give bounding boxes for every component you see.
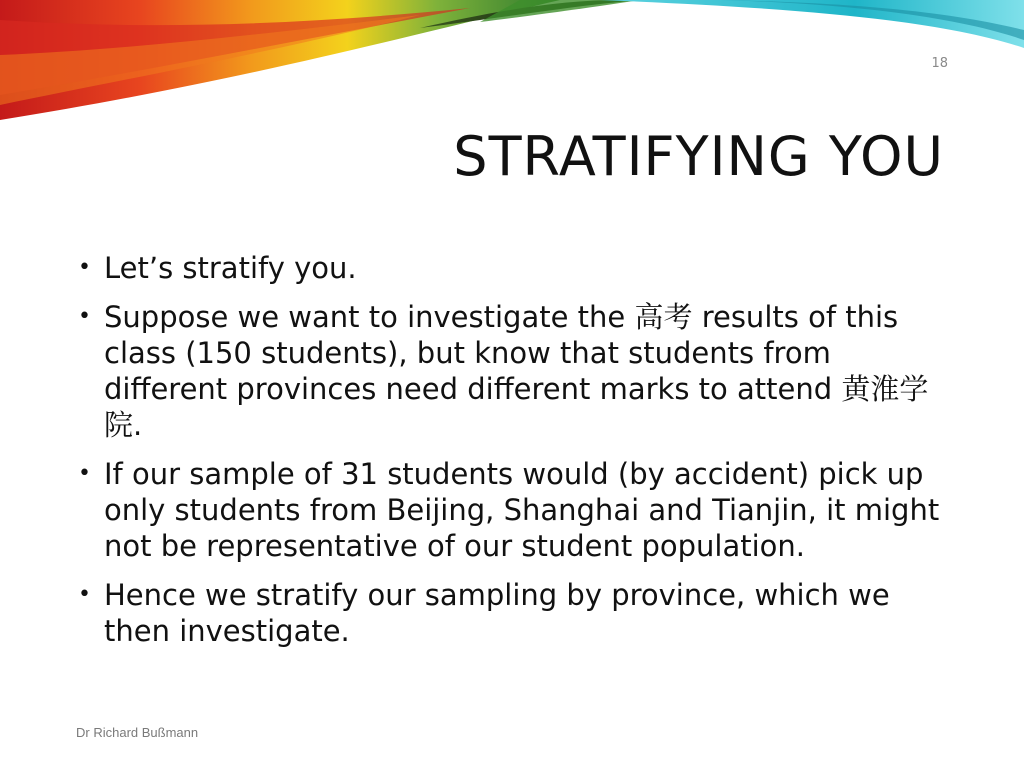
bullet-list [76, 250, 956, 662]
bullet-item [76, 456, 956, 564]
slide-title: STRATIFYING YOU [453, 125, 944, 188]
bullet-text: Let’s stratify you. [104, 251, 357, 285]
bullet-dot-icon: • [78, 255, 91, 280]
footer-author: Dr Richard Bußmann [76, 725, 199, 740]
bullet-item [76, 250, 956, 286]
bullet-text: Suppose we want to investigate the 高考 results of this class (150 students), but know that students from different provinces need different marks to attend 黄淮学院. [104, 300, 929, 442]
decorative-ribbon [0, 0, 1024, 130]
bullet-dot-icon: • [78, 582, 91, 607]
bullet-item [76, 577, 956, 649]
bullet-item [76, 299, 956, 443]
bullet-text: If our sample of 31 students would (by accident) pick up only students from Beijing, Shanghai and Tianjin, it might not be representative of our student population. [104, 457, 940, 563]
bullet-dot-icon: • [78, 461, 91, 486]
bullet-text: Hence we stratify our sampling by province, which we then investigate. [104, 578, 890, 648]
bullet-dot-icon: • [78, 304, 91, 329]
ribbon-teal-band [600, 0, 1024, 48]
slide-number: 18 [931, 56, 948, 71]
